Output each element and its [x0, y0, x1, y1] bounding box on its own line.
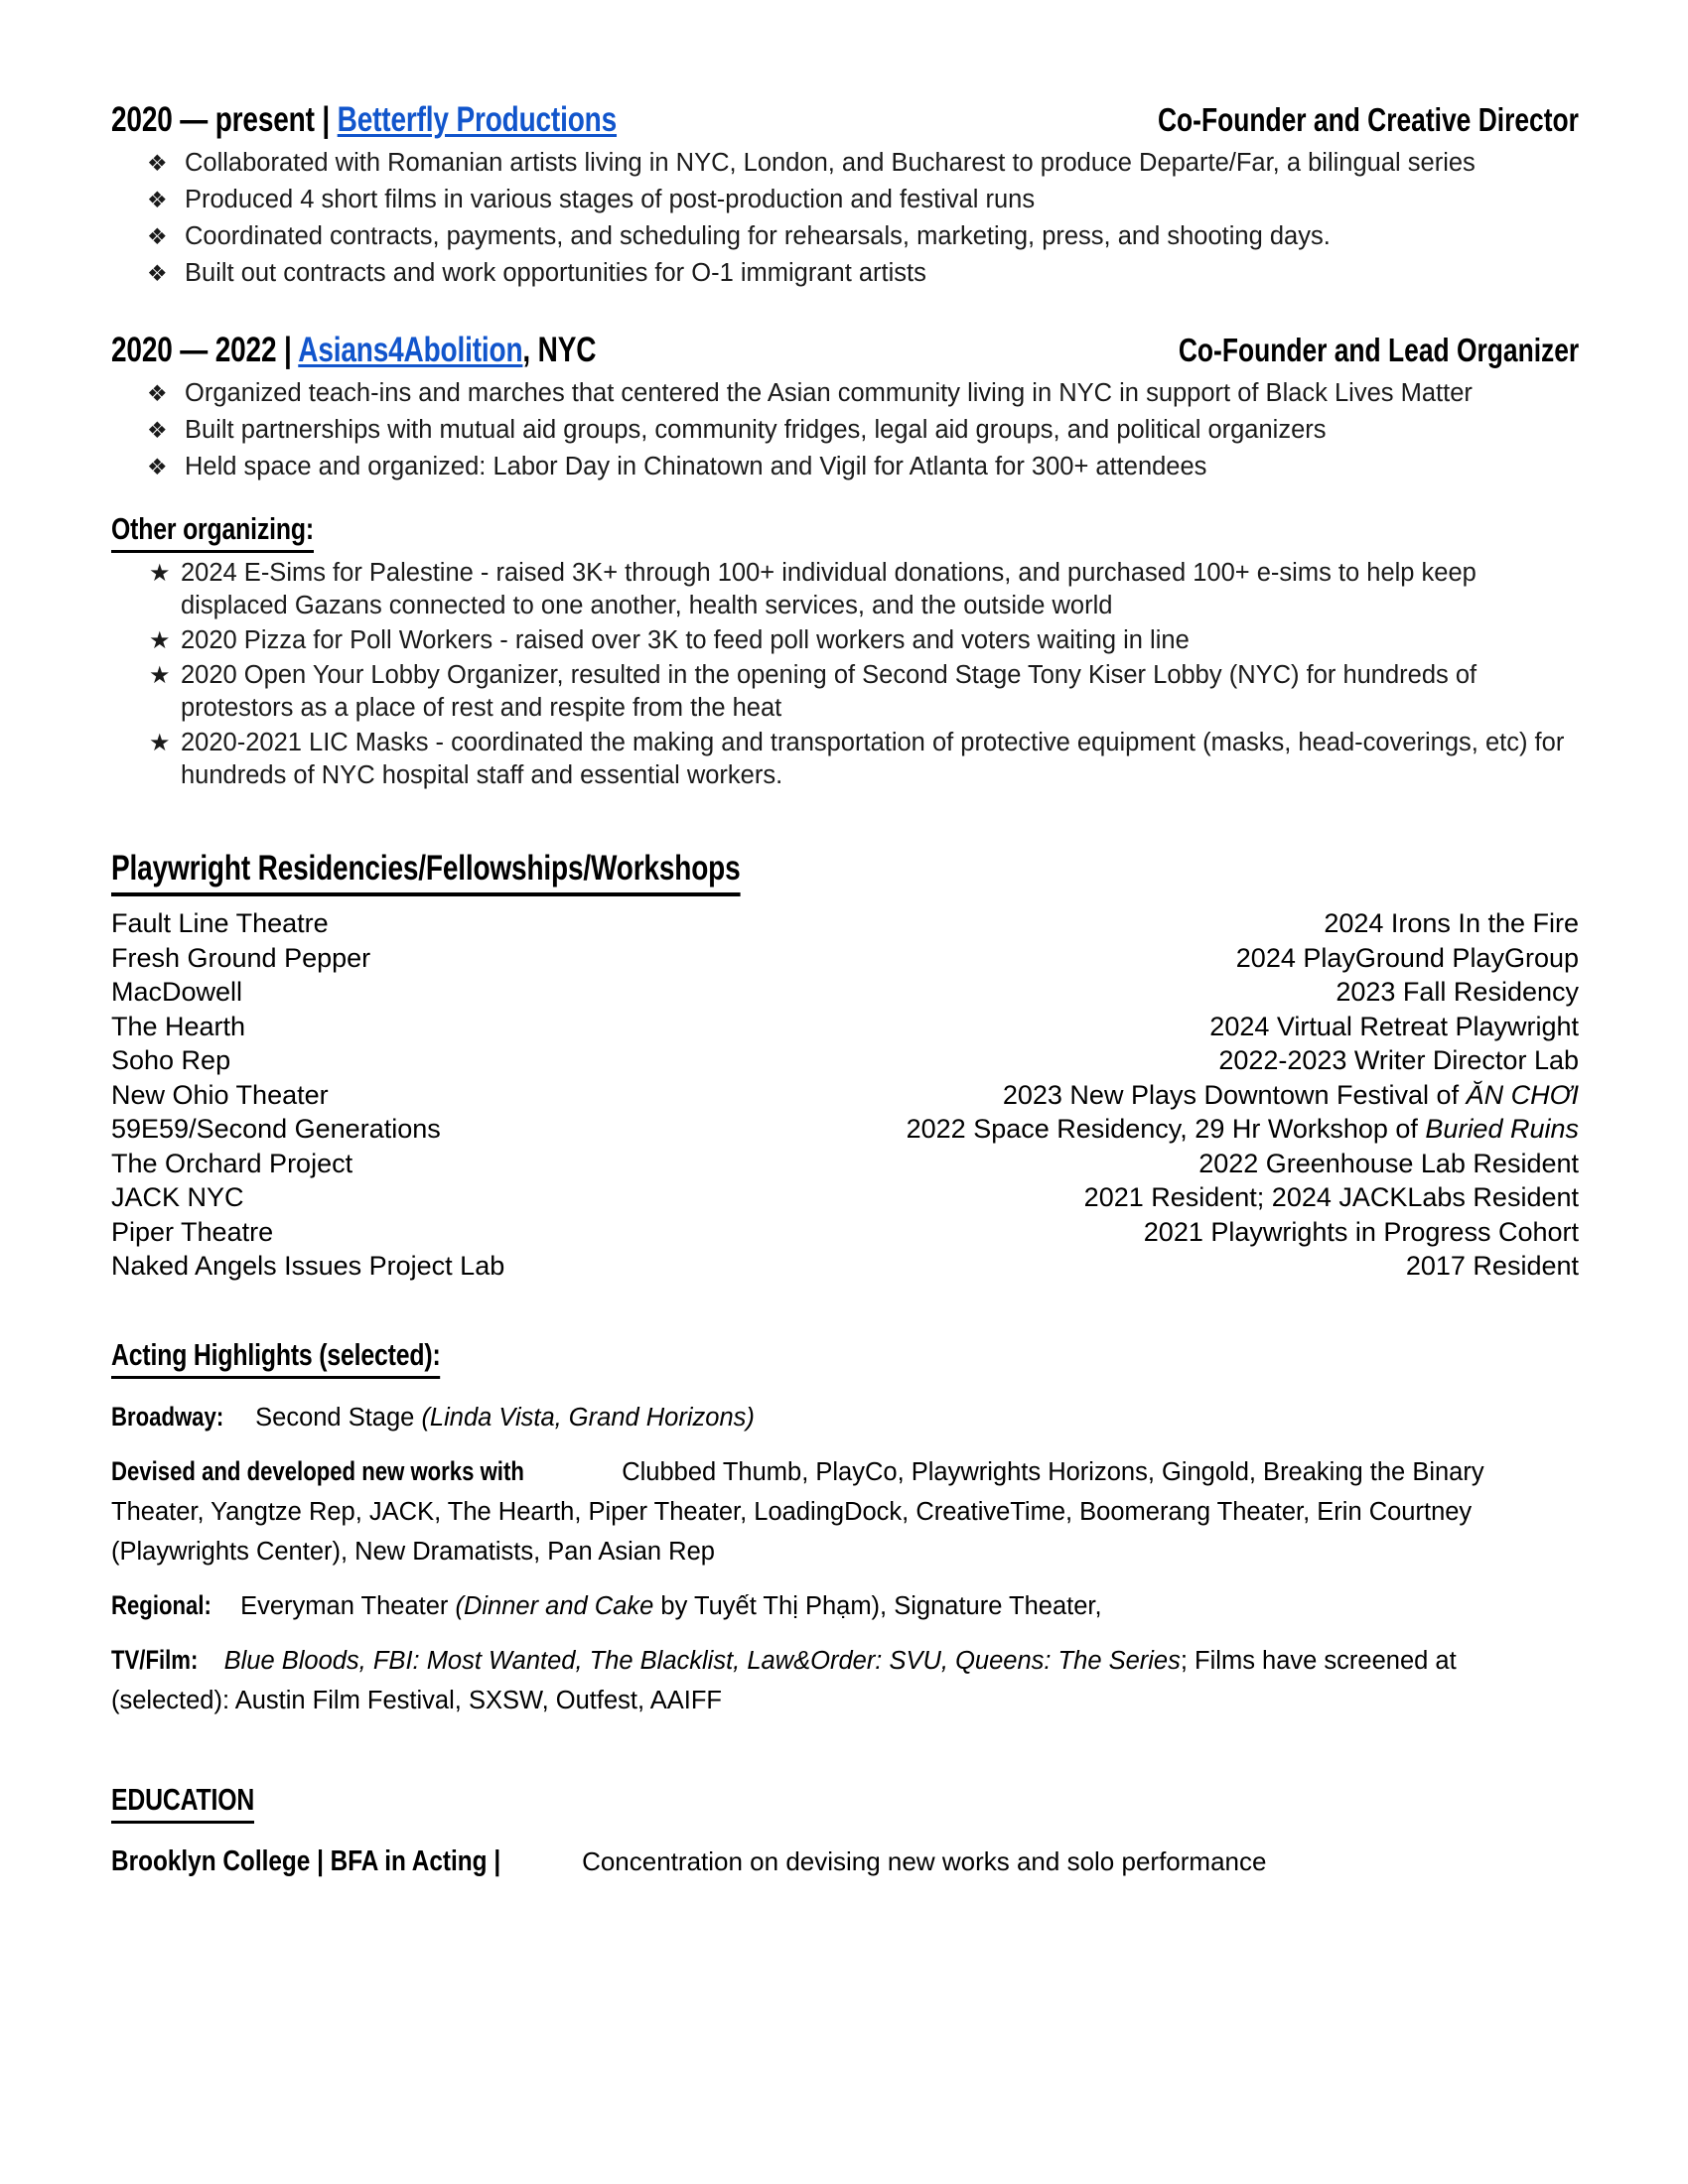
acting-entry — [111, 1585, 1571, 1626]
job-bullet-list — [111, 377, 1579, 483]
list-item: Fresh Ground Pepper — [111, 942, 371, 973]
list-item: 2022-2023 Writer Director Lab — [1218, 1045, 1579, 1075]
list-item: 2023 Fall Residency — [1336, 977, 1579, 1007]
bullet-text: 2020-2021 LIC Masks - coordinated the making and transportation of protective equipment (masks, head-coverings, etc) for hundreds of NYC hospital staff and essential workers. — [181, 729, 1565, 789]
experience-section — [111, 99, 1579, 483]
org-link-betterfly[interactable]: Betterfly Productions — [337, 100, 618, 139]
list-item: 2022 Greenhouse Lab Resident — [1198, 1148, 1579, 1178]
experience-entry — [111, 99, 1579, 290]
acting-entry-body: Everyman Theater (Dinner and Cake by Tuyết Thị Phạm), Signature Theater, — [233, 1591, 1102, 1620]
star-bullet-icon: ★ — [149, 560, 171, 587]
list-item: Fault Line Theatre — [111, 908, 329, 938]
acting-entry-body: Blue Bloods, FBI: Most Wanted, The Blacklist, Law&Order: SVU, Queens: The Series; Films have screened at (selected): Austin Film Festival, SXSW, Outfest, AAIFF — [111, 1646, 1457, 1714]
job-header-row — [111, 99, 1579, 141]
education-school: Brooklyn College | BFA in Acting | — [111, 1844, 501, 1877]
list-item: 2024 Irons In the Fire — [1324, 908, 1579, 938]
org-link-asians4abolition[interactable]: Asians4Abolition — [298, 331, 523, 369]
list-item — [111, 257, 1579, 290]
list-item — [111, 624, 1579, 657]
section-heading-residencies: Playwright Residencies/Fellowships/Workshops — [111, 846, 1579, 896]
list-item — [111, 147, 1579, 180]
list-item: The Hearth — [111, 1011, 246, 1041]
acting-entry-label: Devised and developed new works with — [111, 1455, 524, 1486]
org-tail: , NYC — [522, 331, 597, 369]
spacer — [111, 1734, 1579, 1780]
list-item: 2017 Resident — [1405, 1251, 1579, 1281]
education-section — [111, 1780, 1579, 1881]
spacer — [111, 294, 1579, 330]
section-heading-acting-highlights: Acting Highlights (selected): — [111, 1335, 1579, 1379]
acting-entry-label: TV/Film: — [111, 1644, 199, 1675]
spacer — [111, 1828, 1579, 1842]
acting-entry-label: Regional: — [111, 1589, 211, 1620]
list-item: The Orchard Project — [111, 1148, 353, 1178]
list-item — [111, 377, 1579, 410]
list-item — [111, 220, 1579, 253]
acting-entry-body: Second Stage (Linda Vista, Grand Horizons) — [248, 1403, 755, 1432]
list-item: JACK NYC — [111, 1182, 244, 1212]
diamond-bullet-icon: ❖ — [147, 417, 168, 443]
job-title-left — [111, 99, 743, 141]
job-dates: 2020 — 2022 | — [111, 331, 292, 369]
spacer — [111, 1284, 1579, 1335]
bullet-text: Organized teach-ins and marches that centered the Asian community living in NYC in support of Black Lives Matter — [185, 379, 1473, 407]
bullet-text: Built partnerships with mutual aid groups, community fridges, legal aid groups, and political organizers — [185, 416, 1327, 444]
bullet-text: Coordinated contracts, payments, and scheduling for rehearsals, marketing, press, and shooting days. — [185, 222, 1331, 250]
bullet-text: 2020 Pizza for Poll Workers - raised over 3K to feed poll workers and voters waiting in line — [181, 626, 1190, 654]
list-item — [111, 557, 1579, 622]
list-item: 2021 Playwrights in Progress Cohort — [1143, 1216, 1579, 1247]
other-organizing-section — [111, 509, 1579, 792]
residency-detail-column — [907, 906, 1579, 1284]
job-role: Co-Founder and Lead Organizer — [1178, 332, 1579, 368]
job-title-left — [111, 330, 717, 371]
list-item: New Ohio Theater — [111, 1079, 329, 1110]
acting-entry — [111, 1451, 1571, 1571]
list-item: 2021 Resident; 2024 JACKLabs Resident — [1083, 1182, 1579, 1212]
section-heading-education: EDUCATION — [111, 1780, 1579, 1824]
diamond-bullet-icon: ❖ — [147, 150, 168, 176]
acting-entry — [111, 1640, 1571, 1720]
spacer — [111, 1383, 1579, 1397]
star-bullet-icon: ★ — [149, 730, 171, 756]
job-bullet-list — [111, 147, 1579, 290]
acting-entry-label: Broadway: — [111, 1401, 224, 1432]
diamond-bullet-icon: ❖ — [147, 187, 168, 212]
spacer — [111, 794, 1579, 846]
list-item: 2022 Space Residency, 29 Hr Workshop of Buried Ruins — [906, 1114, 1579, 1144]
experience-entry — [111, 330, 1579, 483]
residencies-section — [111, 846, 1579, 1284]
bullet-text: 2024 E-Sims for Palestine - raised 3K+ through 100+ individual donations, and purchased 100+ e-sims to help keep displaced Gazans connected to one another, health services, and the outside world — [181, 559, 1477, 619]
diamond-bullet-icon: ❖ — [147, 380, 168, 406]
list-item: 2024 PlayGround PlayGroup — [1235, 942, 1579, 973]
job-header-row — [111, 330, 1579, 371]
list-item: Piper Theatre — [111, 1216, 274, 1247]
list-item: Soho Rep — [111, 1045, 231, 1075]
education-detail: Concentration on devising new works and solo performance — [574, 1845, 1267, 1876]
list-item — [111, 414, 1579, 447]
star-bullet-icon: ★ — [149, 662, 171, 689]
list-item: Naked Angels Issues Project Lab — [111, 1251, 505, 1281]
section-heading-other-organizing: Other organizing: — [111, 509, 1579, 553]
residency-organization-column — [111, 906, 504, 1284]
job-dates: 2020 — present | — [111, 100, 331, 139]
residencies-two-column — [111, 906, 1579, 1284]
list-item: 2024 Virtual Retreat Playwright — [1209, 1011, 1579, 1041]
bullet-text: Produced 4 short films in various stages of post-production and festival runs — [185, 186, 1036, 213]
list-item — [111, 727, 1579, 792]
list-item — [111, 659, 1579, 725]
list-item — [111, 451, 1579, 483]
acting-entry — [111, 1397, 1571, 1437]
acting-highlights-section — [111, 1335, 1579, 1720]
bullet-text: Collaborated with Romanian artists living in NYC, London, and Bucharest to produce Departe/Far, a bilingual series — [185, 149, 1476, 177]
diamond-bullet-icon: ❖ — [147, 454, 168, 479]
bullet-text: Built out contracts and work opportunities for O-1 immigrant artists — [185, 259, 926, 287]
diamond-bullet-icon: ❖ — [147, 223, 168, 249]
acting-entry-body: Clubbed Thumb, PlayCo, Playwrights Horizons, Gingold, Breaking the Binary Theater, Yangtze Rep, JACK, The Hearth, Piper Theater, LoadingDock, CreativeTime, Boomerang Theater, Erin Courtney (Playwrights Center), New Dramatists, Pan Asian Rep — [111, 1457, 1484, 1566]
bullet-text: Held space and organized: Labor Day in Chinatown and Vigil for Atlanta for 300+ attendees — [185, 453, 1207, 480]
job-role: Co-Founder and Creative Director — [1158, 101, 1579, 138]
list-item: 59E59/Second Generations — [111, 1114, 441, 1144]
list-item: MacDowell — [111, 977, 243, 1007]
bullet-text: 2020 Open Your Lobby Organizer, resulted in the opening of Second Stage Tony Kiser Lobby (NYC) for hundreds of protestors as a place of rest and respite from the heat — [181, 661, 1477, 722]
star-bullet-icon: ★ — [149, 627, 171, 654]
other-organizing-list — [111, 557, 1579, 792]
spacer — [111, 487, 1579, 509]
list-item: 2023 New Plays Downtown Festival of ĂN CHƠI — [1002, 1079, 1579, 1110]
education-entry — [111, 1842, 1579, 1881]
list-item — [111, 184, 1579, 216]
diamond-bullet-icon: ❖ — [147, 260, 168, 286]
